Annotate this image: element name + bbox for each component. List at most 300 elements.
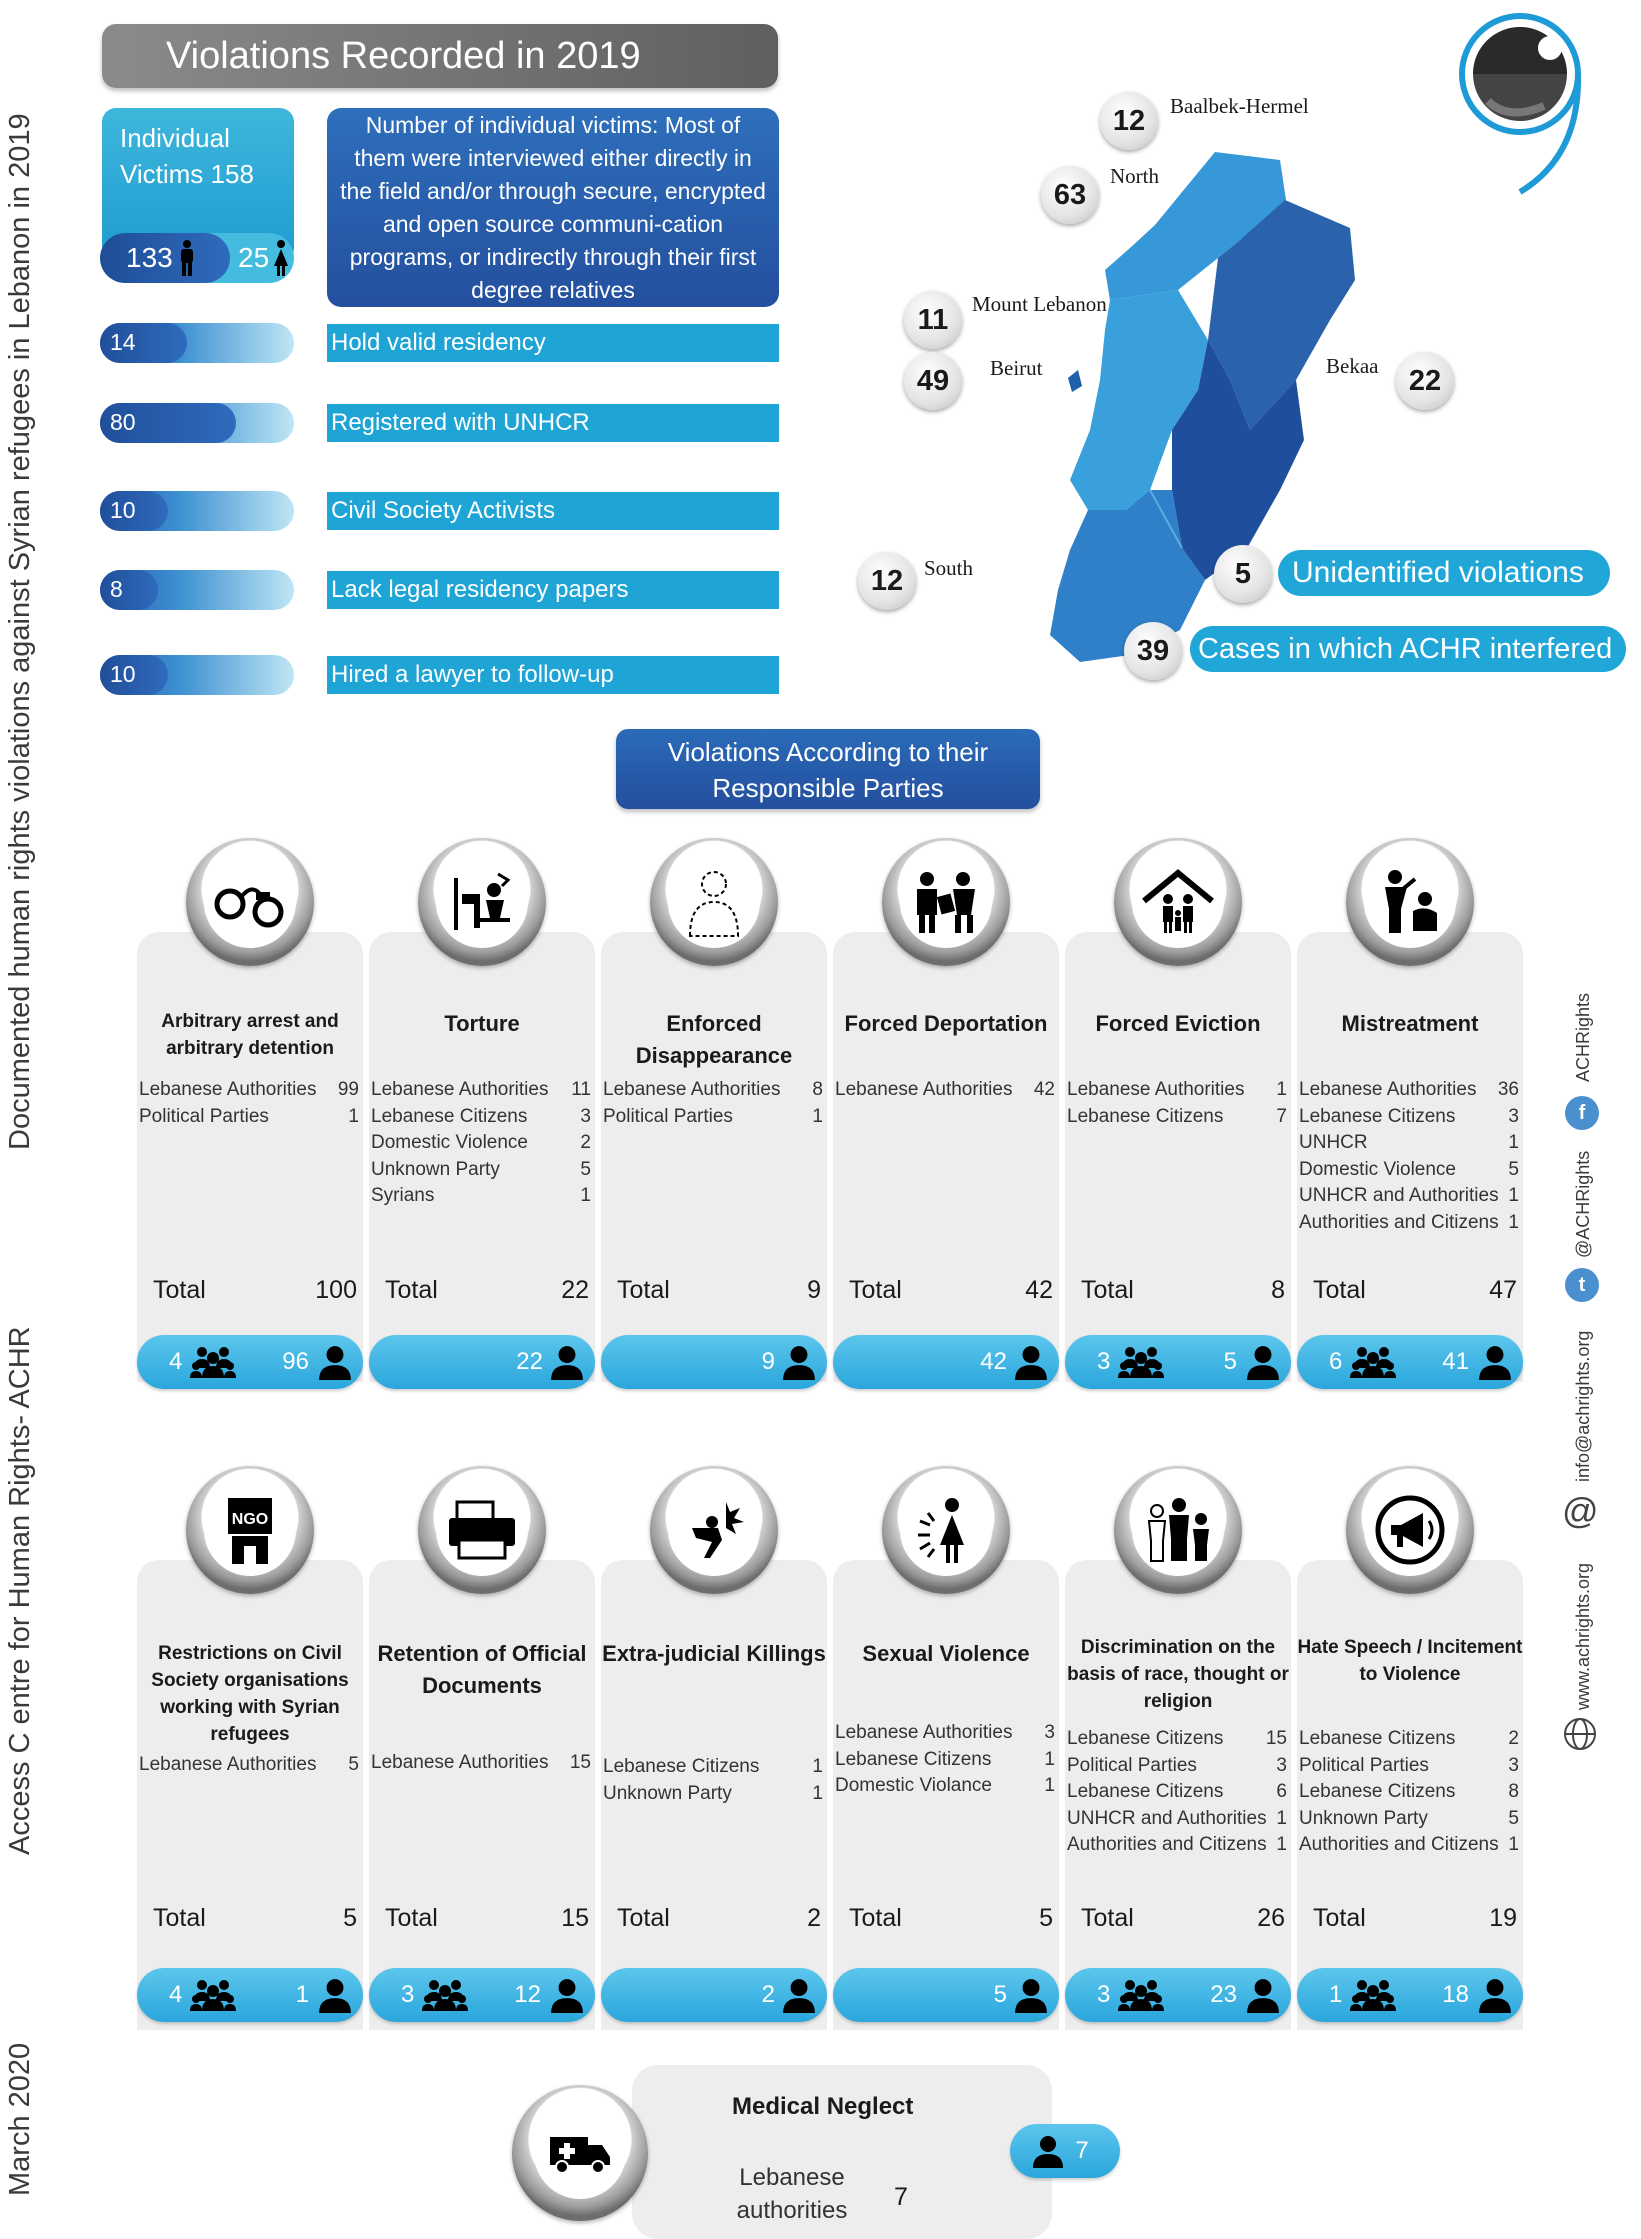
- region-label: Baalbek-Hermel: [1170, 94, 1309, 118]
- individual-count: 12: [514, 1981, 541, 2008]
- victim-type-footer: [601, 1335, 827, 1389]
- individual-count: 1: [295, 1981, 309, 2008]
- individual-section: [1442, 1344, 1513, 1380]
- party-count: 1: [348, 1105, 359, 1127]
- party-name: UNHCR and Authorities: [1299, 1185, 1499, 1206]
- region-badge: 11: [904, 291, 962, 349]
- victim-type-footer: [137, 1968, 363, 2022]
- total-value: 26: [1257, 1904, 1285, 1932]
- region-label: Beirut: [990, 356, 1043, 380]
- responsible-parties-list: [601, 1754, 827, 1807]
- party-count: 3: [580, 1105, 591, 1127]
- card-total: [369, 1904, 595, 1933]
- individual-count: 5: [993, 1981, 1007, 2008]
- stat-pill: [100, 323, 294, 363]
- individual-icon: [317, 1977, 353, 2013]
- total-value: 19: [1489, 1904, 1517, 1932]
- lebanon-map: [950, 130, 1450, 680]
- party-name: Lebanese Authorities: [1299, 1079, 1477, 1100]
- responsible-parties-title: Violations According to their Responsible Parties: [616, 729, 1040, 809]
- victim-type-footer: [369, 1335, 595, 1389]
- party-name: Unknown Party: [1299, 1807, 1428, 1829]
- party-name: Lebanese Citizens: [1299, 1728, 1456, 1749]
- violation-card: [601, 932, 827, 1382]
- individual-icon: [781, 1344, 817, 1380]
- party-row: [601, 1781, 827, 1808]
- group-icon: [422, 1977, 468, 2013]
- card-total: [369, 1276, 595, 1305]
- party-name: UNHCR and Authorities: [1067, 1807, 1267, 1829]
- party-name: Political Parties: [139, 1105, 269, 1127]
- responsible-parties-list: [137, 1077, 363, 1130]
- party-count: 3: [1508, 1754, 1519, 1776]
- stat-value: 10: [110, 661, 136, 687]
- male-value: 133: [126, 242, 173, 273]
- responsible-parties-list: [833, 1077, 1059, 1104]
- card-total: [1065, 1904, 1291, 1933]
- region-label: North: [1110, 164, 1159, 188]
- individual-count: 96: [282, 1348, 309, 1375]
- party-row: [1065, 1806, 1291, 1833]
- stat-value: 80: [110, 409, 136, 435]
- victim-type-footer: [369, 1968, 595, 2022]
- group-count: 4: [169, 1981, 183, 2008]
- responsible-parties-list: [1065, 1077, 1291, 1130]
- individual-icon: [781, 1977, 817, 2013]
- medical-neglect-value: 7: [894, 2183, 908, 2211]
- individual-icon: [317, 1344, 353, 1380]
- party-row: [137, 1104, 363, 1131]
- total-label: Total: [1313, 1904, 1366, 1932]
- party-row: [1065, 1726, 1291, 1753]
- group-count: 1: [1329, 1981, 1343, 2008]
- party-row: [369, 1750, 595, 1777]
- party-row: [833, 1077, 1059, 1104]
- party-row: [137, 1077, 363, 1104]
- party-name: Political Parties: [603, 1105, 733, 1127]
- party-name: Domestic Violence: [371, 1132, 529, 1153]
- card-title: Torture: [444, 1011, 520, 1036]
- party-count: 5: [348, 1754, 359, 1775]
- individual-icon: [1013, 1977, 1049, 2013]
- individual-count: 18: [1442, 1981, 1469, 2008]
- party-name: Lebanese Citizens: [1067, 1781, 1224, 1802]
- party-row: [1065, 1753, 1291, 1780]
- individual-section: [1224, 1344, 1281, 1380]
- achr-eye-logo: [1448, 6, 1598, 196]
- card-title: Extra-judicial Killings: [602, 1641, 826, 1666]
- individual-count: 23: [1210, 1981, 1237, 2008]
- group-icon: [1350, 1977, 1396, 2013]
- card-total: [1297, 1276, 1523, 1305]
- side-organization: Access C entre for Human Rights- ACHR: [4, 1326, 36, 1855]
- party-count: 3: [1276, 1754, 1287, 1776]
- total-label: Total: [1081, 1904, 1134, 1932]
- violation-card: [137, 1560, 363, 2030]
- total-label: Total: [153, 1276, 206, 1304]
- group-section: [169, 1344, 236, 1380]
- party-name: Lebanese Authorities: [603, 1079, 781, 1100]
- individual-count: 42: [980, 1348, 1007, 1375]
- individual-icon: [1245, 1344, 1281, 1380]
- globe-icon[interactable]: [1563, 1717, 1597, 1751]
- card-title: Arbitrary arrest and arbitrary detention: [161, 1011, 339, 1059]
- individual-section: [514, 1977, 585, 2013]
- individual-count: 9: [761, 1348, 775, 1375]
- party-count: 1: [812, 1782, 823, 1804]
- stat-label: Registered with UNHCR: [327, 404, 779, 442]
- individual-icon: [549, 1977, 585, 2013]
- party-count: 1: [1044, 1748, 1055, 1770]
- party-name: Lebanese Authorities: [371, 1079, 549, 1100]
- total-label: Total: [1081, 1276, 1134, 1304]
- group-section: [1097, 1977, 1164, 2013]
- party-count: 1: [812, 1105, 823, 1127]
- party-count: 5: [1508, 1158, 1519, 1180]
- individual-icon: [1477, 1977, 1513, 2013]
- party-row: [833, 1720, 1059, 1747]
- region-label: South: [924, 556, 974, 580]
- twitter-icon[interactable]: t: [1565, 1268, 1599, 1302]
- ambulance-icon: [512, 2085, 648, 2221]
- map-beirut: [1068, 370, 1082, 392]
- facebook-icon[interactable]: f: [1565, 1096, 1599, 1130]
- violation-card: [369, 1560, 595, 2030]
- individual-section: [296, 1977, 353, 2013]
- party-name: Syrians: [371, 1185, 435, 1206]
- victims-label: Victims: [120, 159, 204, 189]
- medical-neglect-footer: [1010, 2124, 1120, 2178]
- party-count: 1: [1508, 1132, 1519, 1153]
- megaphone-icon: [1346, 1466, 1474, 1594]
- party-name: Lebanese Authorities: [835, 1079, 1013, 1100]
- party-count: 11: [571, 1079, 591, 1100]
- male-icon: [179, 240, 195, 276]
- card-total: [833, 1904, 1059, 1933]
- region-label: Mount Lebanon: [972, 292, 1107, 316]
- party-count: 7: [1276, 1105, 1287, 1127]
- party-name: Lebanese Authorities: [1067, 1079, 1245, 1100]
- party-row: [601, 1077, 827, 1104]
- victim-type-footer: [601, 1968, 827, 2022]
- party-row: [1065, 1779, 1291, 1806]
- total-label: Total: [849, 1276, 902, 1304]
- party-row: [1297, 1210, 1523, 1237]
- group-icon: [190, 1344, 236, 1380]
- party-count: 99: [337, 1079, 359, 1100]
- party-row: [1297, 1806, 1523, 1833]
- ngo-building-icon: [186, 1466, 314, 1594]
- responsible-parties-list: [1297, 1726, 1523, 1859]
- group-count: 3: [1097, 1981, 1111, 2008]
- total-value: 5: [1039, 1904, 1053, 1932]
- missing-person-icon: [650, 838, 778, 966]
- party-count: 8: [812, 1079, 823, 1100]
- documents-icon: [418, 1466, 546, 1594]
- responsible-parties-list: [601, 1077, 827, 1130]
- individual-count: 2: [761, 1981, 775, 2008]
- individual-icon: [1477, 1344, 1513, 1380]
- victim-type-footer: [1297, 1335, 1523, 1389]
- group-count: 3: [1097, 1348, 1111, 1375]
- card-title: Mistreatment: [1341, 1011, 1479, 1036]
- stat-pill: [100, 570, 294, 610]
- medical-individual-count: 7: [1075, 2137, 1089, 2164]
- card-title: Hate Speech / Incitement to Violence: [1297, 1637, 1523, 1685]
- party-row: [1297, 1130, 1523, 1157]
- medical-neglect-card: [632, 2065, 1052, 2239]
- individual-icon: [549, 1344, 585, 1380]
- responsible-parties-list: [833, 1720, 1059, 1800]
- individual-section: [282, 1344, 353, 1380]
- party-row: [1065, 1077, 1291, 1104]
- card-total: [833, 1276, 1059, 1305]
- party-row: [833, 1773, 1059, 1800]
- party-row: [601, 1104, 827, 1131]
- individual-icon: [1013, 1344, 1049, 1380]
- party-row: [1297, 1753, 1523, 1780]
- discrimination-icon: [1114, 1466, 1242, 1594]
- party-row: [1065, 1832, 1291, 1859]
- party-row: [369, 1104, 595, 1131]
- gender-breakdown: [100, 233, 294, 283]
- website-url[interactable]: www.achrights.org: [1573, 1562, 1593, 1710]
- responsible-parties-list: [1065, 1726, 1291, 1859]
- unidentified-label: Unidentified violations: [1278, 550, 1610, 596]
- party-count: 15: [569, 1752, 591, 1773]
- party-row: [1297, 1157, 1523, 1184]
- card-total: [137, 1904, 363, 1933]
- party-count: 2: [1508, 1728, 1519, 1749]
- party-name: Authorities and Citizens: [1067, 1834, 1267, 1855]
- group-count: 6: [1329, 1348, 1343, 1375]
- violation-card: [137, 932, 363, 1382]
- torture-icon: [418, 838, 546, 966]
- victims-label-line2: [120, 156, 276, 192]
- responsible-parties-list: [369, 1077, 595, 1210]
- handcuffs-icon: [186, 838, 314, 966]
- party-row: [369, 1157, 595, 1184]
- card-title: Retention of Official Documents: [377, 1641, 587, 1698]
- card-title: Forced Eviction: [1095, 1011, 1261, 1036]
- party-name: Unknown Party: [603, 1782, 732, 1804]
- party-row: [1297, 1726, 1523, 1753]
- party-name: Lebanese Authorities: [139, 1079, 317, 1100]
- responsible-parties-list: [369, 1750, 595, 1777]
- total-value: 100: [315, 1276, 357, 1304]
- individual-section: [1442, 1977, 1513, 2013]
- card-total: [601, 1276, 827, 1305]
- total-label: Total: [617, 1904, 670, 1932]
- party-count: 1: [1508, 1834, 1519, 1855]
- stat-value: 8: [110, 576, 123, 602]
- card-title: Sexual Violence: [862, 1641, 1030, 1666]
- group-icon: [1118, 1344, 1164, 1380]
- party-count: 5: [580, 1158, 591, 1180]
- total-label: Total: [1313, 1276, 1366, 1304]
- male-count: [100, 233, 230, 283]
- stat-label: Civil Society Activists: [327, 492, 779, 530]
- card-total: [1297, 1904, 1523, 1933]
- group-count: 4: [169, 1348, 183, 1375]
- mistreatment-icon: [1346, 838, 1474, 966]
- individual-count: 22: [516, 1348, 543, 1375]
- stat-fill: [100, 570, 158, 610]
- party-name: Lebanese Citizens: [1067, 1105, 1224, 1127]
- email-icon[interactable]: @: [1562, 1490, 1599, 1531]
- responsible-parties-list: [137, 1752, 363, 1779]
- party-name: Lebanese Authorities: [835, 1722, 1013, 1743]
- party-name: Political Parties: [1299, 1754, 1429, 1776]
- card-title: Restrictions on Civil Society organisations working with Syrian refugees: [151, 1643, 349, 1745]
- party-row: [1297, 1779, 1523, 1806]
- total-value: 47: [1489, 1276, 1517, 1304]
- individual-icon: [1031, 2134, 1065, 2168]
- card-title: Discrimination on the basis of race, thought or religion: [1067, 1637, 1289, 1712]
- victim-type-footer: [833, 1335, 1059, 1389]
- card-title: Forced Deportation: [844, 1011, 1048, 1036]
- party-row: [369, 1183, 595, 1210]
- party-row: [369, 1130, 595, 1157]
- total-value: 5: [343, 1904, 357, 1932]
- party-count: 1: [1276, 1079, 1287, 1100]
- stat-pill: [100, 403, 294, 443]
- total-label: Total: [385, 1276, 438, 1304]
- group-section: [401, 1977, 468, 2013]
- victims-label-line1: Individual: [120, 123, 230, 153]
- party-row: [1297, 1832, 1523, 1859]
- side-date: March 2020: [4, 2042, 36, 2196]
- party-count: 1: [580, 1185, 591, 1206]
- interfered-label: Cases in which ACHR interfered: [1190, 626, 1626, 672]
- party-count: 6: [1276, 1781, 1287, 1802]
- region-label: Bekaa: [1326, 354, 1379, 378]
- page-title: Violations Recorded in 2019: [102, 24, 778, 88]
- party-name: Lebanese Citizens: [603, 1756, 760, 1777]
- party-row: [1297, 1183, 1523, 1210]
- party-name: UNHCR: [1299, 1132, 1368, 1153]
- medical-neglect-title: Medical Neglect: [732, 2093, 914, 2120]
- victim-type-footer: [1297, 1968, 1523, 2022]
- party-name: Lebanese Authorities: [371, 1752, 549, 1773]
- individual-section: [1210, 1977, 1281, 2013]
- stat-pill: [100, 655, 294, 695]
- party-row: [1297, 1077, 1523, 1104]
- region-badge: 12: [1100, 92, 1158, 150]
- email-address[interactable]: info@achrights.org: [1573, 1330, 1593, 1482]
- group-icon: [1118, 1977, 1164, 2013]
- party-count: 1: [1044, 1775, 1055, 1796]
- svg-text:NGO: NGO: [231, 1511, 269, 1528]
- unidentified-badge: 5: [1214, 545, 1272, 603]
- total-value: 22: [561, 1276, 589, 1304]
- stat-label: Hired a lawyer to follow-up: [327, 656, 779, 694]
- individual-count: 5: [1223, 1348, 1237, 1375]
- party-name: Political Parties: [1067, 1754, 1197, 1776]
- party-name: Lebanese Citizens: [835, 1748, 992, 1770]
- violation-card: [833, 932, 1059, 1382]
- party-count: 8: [1508, 1781, 1519, 1802]
- party-row: [833, 1747, 1059, 1774]
- party-name: Lebanese Authorities: [139, 1754, 317, 1775]
- card-total: [601, 1904, 827, 1933]
- group-icon: [1350, 1344, 1396, 1380]
- facebook-handle[interactable]: ACHRights: [1573, 992, 1593, 1082]
- party-name: Lebanese Citizens: [1299, 1105, 1456, 1127]
- total-value: 42: [1025, 1276, 1053, 1304]
- party-count: 1: [1508, 1211, 1519, 1233]
- party-row: [1065, 1104, 1291, 1131]
- party-name: Authorities and Citizens: [1299, 1211, 1499, 1233]
- victim-type-footer: [1065, 1968, 1291, 2022]
- party-name: Lebanese Citizens: [1299, 1781, 1456, 1802]
- side-title: Documented human rights violations against Syrian refugees in Lebanon in 2019: [4, 113, 36, 1150]
- card-total: [137, 1276, 363, 1305]
- party-name: Domestic Violance: [835, 1775, 993, 1796]
- region-badge: 12: [858, 552, 916, 610]
- party-count: 1: [812, 1756, 823, 1777]
- region-badge: 63: [1041, 166, 1099, 224]
- total-value: 8: [1271, 1276, 1285, 1304]
- party-name: Authorities and Citizens: [1299, 1834, 1499, 1855]
- sexual-violence-icon: [882, 1466, 1010, 1594]
- party-count: 15: [1265, 1728, 1287, 1749]
- party-count: 36: [1497, 1079, 1519, 1100]
- party-count: 3: [1044, 1722, 1055, 1743]
- stat-label: Hold valid residency: [327, 324, 779, 362]
- victim-type-footer: [137, 1335, 363, 1389]
- group-section: [169, 1977, 236, 2013]
- party-count: 1: [1276, 1807, 1287, 1829]
- victims-description: Number of individual victims: Most of them were interviewed either directly in the field and/or through secure, encrypted and open source communi-cation programs, or indirectly through their first degree relatives: [327, 108, 779, 307]
- stat-label: Lack legal residency papers: [327, 571, 779, 609]
- medical-neglect-party: [732, 2161, 852, 2227]
- individual-icon: [1245, 1977, 1281, 2013]
- group-count: 3: [401, 1981, 415, 2008]
- card-title: Enforced Disappearance: [635, 1011, 793, 1068]
- twitter-handle[interactable]: @ACHRights: [1573, 1150, 1593, 1258]
- total-value: 9: [807, 1276, 821, 1304]
- interfered-badge: 39: [1124, 622, 1182, 680]
- group-icon: [190, 1977, 236, 2013]
- group-section: [1329, 1344, 1396, 1380]
- female-count: [238, 233, 289, 283]
- party-count: 5: [1508, 1807, 1519, 1829]
- total-value: 2: [807, 1904, 821, 1932]
- region-badge: 49: [904, 352, 962, 410]
- stat-value: 10: [110, 497, 136, 523]
- killing-icon: [650, 1466, 778, 1594]
- total-label: Total: [617, 1276, 670, 1304]
- stat-pill: [100, 491, 294, 531]
- party-name: Unknown Party: [371, 1158, 500, 1180]
- party-row: [369, 1077, 595, 1104]
- stat-value: 14: [110, 329, 136, 355]
- eviction-house-icon: [1114, 838, 1242, 966]
- party-count: 3: [1508, 1105, 1519, 1127]
- victims-total: 158: [210, 159, 254, 189]
- party-row: [1297, 1104, 1523, 1131]
- group-section: [1097, 1344, 1164, 1380]
- total-value: 15: [561, 1904, 589, 1932]
- victim-type-footer: [833, 1968, 1059, 2022]
- card-total: [1065, 1276, 1291, 1305]
- party-row: [601, 1754, 827, 1781]
- total-label: Total: [153, 1904, 206, 1932]
- total-label: Total: [849, 1904, 902, 1932]
- party-row: [137, 1752, 363, 1779]
- party-count: 42: [1033, 1079, 1055, 1100]
